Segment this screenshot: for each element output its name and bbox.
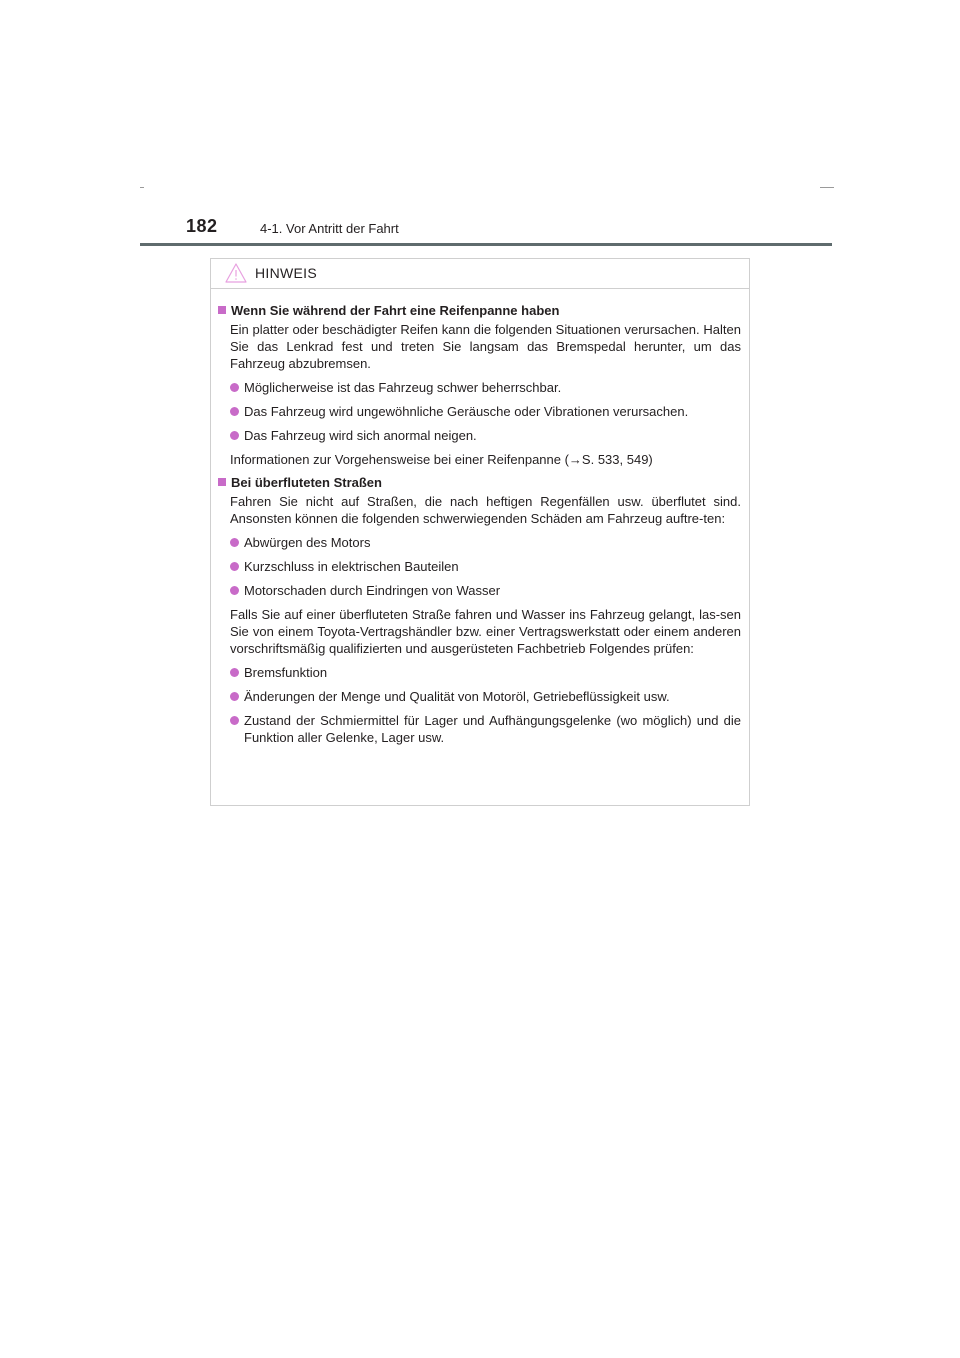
list-item: Bremsfunktion bbox=[230, 664, 741, 681]
notice-title: HINWEIS bbox=[255, 265, 317, 281]
paragraph: Ein platter oder beschädigter Reifen kann die folgenden Situationen verursachen. Halten Sie das Lenkrad fest und treten Sie langsam das Bremspedal herunter, um das Fahrzeug abzubremsen. bbox=[230, 322, 741, 371]
list-item: Möglicherweise ist das Fahrzeug schwer beherrschbar. bbox=[230, 379, 741, 396]
notice-header bbox=[211, 259, 749, 289]
list-item: Motorschaden durch Eindringen von Wasser bbox=[230, 582, 741, 599]
list-item: Zustand der Schmiermittel für Lager und Aufhängungsgelenke (wo möglich) und die Funktion aller Gelenke, Lager usw. bbox=[230, 712, 741, 746]
list-item: Das Fahrzeug wird sich anormal neigen. bbox=[230, 427, 741, 444]
section-heading: Wenn Sie während der Fahrt eine Reifenpanne haben bbox=[217, 302, 741, 319]
round-bullet-icon bbox=[230, 586, 239, 595]
round-bullet-icon bbox=[230, 716, 239, 725]
paragraph: Fahren Sie nicht auf Straßen, die nach heftigen Regenfällen usw. überflutet sind. Ansonsten können die folgenden schwerwiegenden Schäden am Fahrzeug auftre-ten: bbox=[230, 494, 741, 526]
list-item: Änderungen der Menge und Qualität von Motoröl, Getriebeflüssigkeit usw. bbox=[230, 688, 741, 705]
round-bullet-icon bbox=[230, 407, 239, 416]
round-bullet-icon bbox=[230, 692, 239, 701]
paragraph: Informationen zur Vorgehensweise bei einer Reifenpanne (→S. 533, 549) bbox=[230, 452, 653, 467]
list-item: Das Fahrzeug wird ungewöhnliche Geräusche oder Vibrationen verursachen. bbox=[230, 403, 741, 420]
paragraph: Falls Sie auf einer überfluteten Straße fahren und Wasser ins Fahrzeug gelangt, las-sen Sie von einem Toyota-Vertragshändler bzw. einer Vertragswerkstatt oder einem anderen vorschriftsmäßig qualifizierten und ausgerüsteten Fachbetrieb Folgendes prüfen: bbox=[230, 607, 741, 656]
section-title: 4-1. Vor Antritt der Fahrt bbox=[260, 221, 399, 236]
round-bullet-icon bbox=[230, 668, 239, 677]
square-bullet-icon bbox=[218, 306, 226, 314]
header-rule bbox=[140, 243, 832, 246]
list-item: Kurzschluss in elektrischen Bauteilen bbox=[230, 558, 741, 575]
page-number: 182 bbox=[186, 216, 218, 236]
crop-mark-right bbox=[820, 187, 834, 188]
warning-triangle-icon bbox=[225, 263, 247, 283]
round-bullet-icon bbox=[230, 383, 239, 392]
section-heading: Bei überfluteten Straßen bbox=[217, 474, 741, 491]
crop-mark-left bbox=[140, 187, 144, 188]
square-bullet-icon bbox=[218, 478, 226, 486]
round-bullet-icon bbox=[230, 431, 239, 440]
list-item: Abwürgen des Motors bbox=[230, 534, 741, 551]
notice-box bbox=[210, 258, 750, 806]
round-bullet-icon bbox=[230, 562, 239, 571]
round-bullet-icon bbox=[230, 538, 239, 547]
notice-body bbox=[211, 289, 749, 746]
